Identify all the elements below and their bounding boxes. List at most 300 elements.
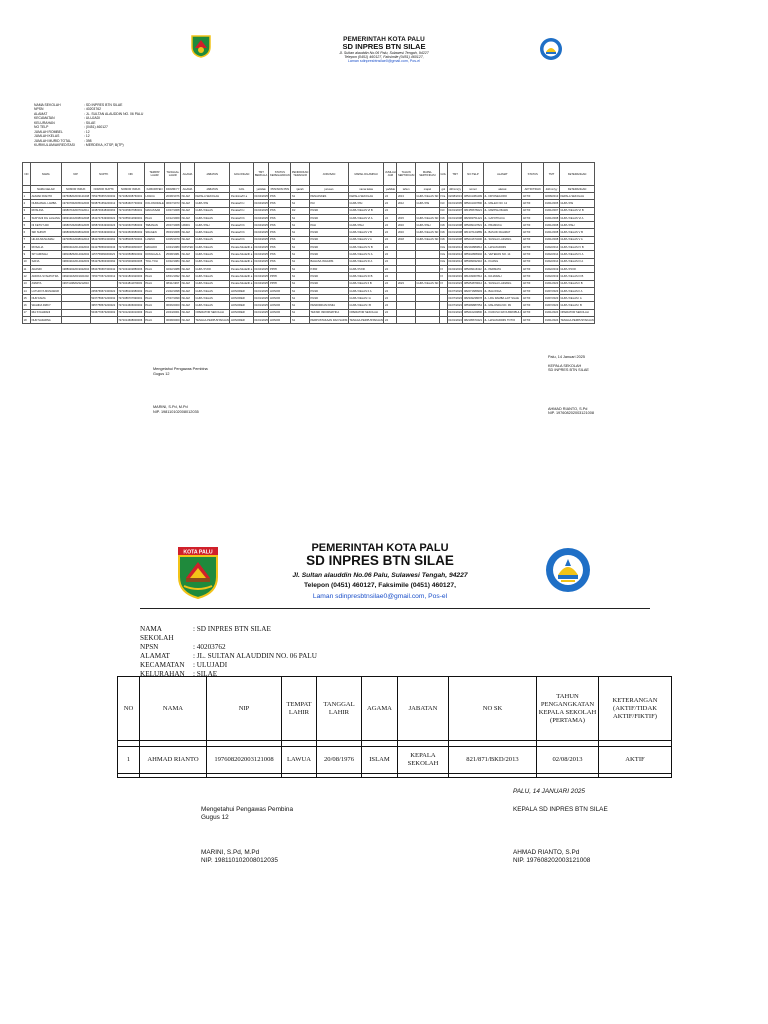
- mini-header-cell: NIP: [61, 163, 90, 186]
- mini-table-cell: 085299116322: [463, 265, 483, 272]
- mini-table-cell: JL. DIPONEGORO: [483, 193, 522, 200]
- mini-tag-cell: gol: [439, 186, 447, 193]
- mini-table-cell: PGSD: [309, 214, 348, 221]
- mini-table-cell: 05/03/1968: [165, 229, 181, 236]
- mini-table-cell: 082194880812: [463, 244, 483, 251]
- mini-table-cell: SAFIA: [31, 258, 62, 265]
- mini-table-cell: Penata Muda/III a: [230, 258, 253, 265]
- mini-table-cell: 06/06/2000: [165, 302, 181, 309]
- mini-table-cell: 7271086707990001: [117, 295, 144, 302]
- mini-table-row: [23, 244, 595, 251]
- mini-info-label: ALAMAT: [34, 111, 48, 116]
- mini-table-cell: GURU PJOK: [194, 265, 229, 272]
- mini-info-value: : 12: [84, 129, 90, 134]
- mini-table-cell: 7271021801920003: [117, 273, 144, 280]
- mini-table-row: [23, 236, 595, 243]
- mini-table-cell: [397, 251, 416, 258]
- mini-table-cell: 2356769671300022: [90, 287, 117, 294]
- mini-table-cell: GURU KELAS: [194, 244, 229, 251]
- mini-table-cell: 197307062005012006: [61, 200, 90, 207]
- right-sign-date: PALU, 14 JANUARI 2025: [513, 788, 585, 795]
- mini-table-cell: Penata Muda/III a: [230, 244, 253, 251]
- mini-table-cell: 7271026607680003: [117, 222, 144, 229]
- mini-table-cell: 10: [23, 258, 31, 265]
- mini-table-cell: 082271689903: [463, 287, 483, 294]
- table-header-cell: NAMA: [140, 677, 207, 741]
- mini-table-cell: HILDA MUSLIMAH: [31, 236, 62, 243]
- mini-table-cell: [397, 302, 416, 309]
- mini-table-cell: 12: [23, 273, 31, 280]
- mini-table-cell: HONOR: [269, 287, 291, 294]
- mini-left-sign-name: MARINI, S.Pd, M.Pd: [153, 405, 188, 410]
- mini-tag-cell: KABUPATEN: [144, 186, 165, 193]
- school-info-label: NPSN: [140, 642, 159, 651]
- mini-table-cell: III/c: [439, 207, 447, 214]
- right-sign-nip: NIP. 197608202003121008: [513, 857, 591, 864]
- mini-table-cell: 24: [384, 193, 397, 200]
- mini-table-cell: Penata Muda/III a: [230, 273, 253, 280]
- mini-info-label: JUMLAH ROMBEL: [34, 129, 63, 134]
- mini-table-cell: [439, 309, 447, 316]
- mini-table-cell: 26/07/1968: [165, 222, 181, 229]
- mini-table-cell: 17: [23, 309, 31, 316]
- table-header-cell: TEMPAT LAHIR: [282, 677, 317, 741]
- mini-table-cell: AKTIF: [522, 214, 544, 221]
- mini-info-value: : JL. SULTAN ALAUDDIN NO. 06 PALU: [84, 111, 144, 116]
- mini-table-row: [23, 222, 595, 229]
- mini-table-cell: JL. MAPPAH BAWA: [483, 207, 522, 214]
- mini-table-cell: KEPALA SEKOLAH: [348, 193, 383, 200]
- mini-info-label: KURIKULUM/AKREDITASI: [34, 143, 75, 148]
- mini-table-cell: GURU KELAS II A: [559, 287, 594, 294]
- mini-table-cell: 7271045607680001: [117, 207, 144, 214]
- mini-table-cell: 7271085005700004: [117, 236, 144, 243]
- mini-table-cell: JL. KURUSU RAYA BIROBULI: [483, 309, 522, 316]
- mini-right-sign-name: AHMAD RIANTO, S.Pd: [548, 406, 588, 411]
- mini-info-value: : 40203762: [84, 107, 101, 112]
- mini-table-cell: 01/04/2025: [253, 222, 269, 229]
- mini-tag-cell: tahun: [397, 186, 416, 193]
- mini-table-cell: 5038751652200012: [90, 200, 117, 207]
- mini-table-cell: S1: [291, 214, 310, 221]
- mini-table-cell: PALU: [144, 295, 165, 302]
- mini-table-cell: PALU: [144, 287, 165, 294]
- mini-table-cell: 24: [384, 236, 397, 243]
- mini-table-cell: 1542747649300022: [90, 214, 117, 221]
- mini-tag-cell: JABATAN: [194, 186, 229, 193]
- school-info-value: : ULUJADI: [193, 660, 228, 669]
- mini-table-row: [23, 207, 595, 214]
- mini-header-cell: TEMPAT LAHIR: [144, 163, 165, 186]
- mini-table-cell: [397, 265, 416, 272]
- mini-table-cell: AKTIF: [522, 222, 544, 229]
- mini-table-cell: S1: [291, 309, 310, 316]
- mini-table-cell: AKTIF: [522, 207, 544, 214]
- table-data-cell: 1: [118, 747, 140, 774]
- mini-table-cell: 24: [384, 229, 397, 236]
- mini-table-cell: 01/04/2025: [253, 273, 269, 280]
- mini-table-cell: GURU KELAS IV A: [559, 251, 594, 258]
- mini-table-cell: 7052756657200032: [90, 193, 117, 200]
- mini-table-cell: GURU KELAS II A: [348, 287, 383, 294]
- mini-header-cell: TANGGAL LAHIR: [165, 163, 181, 186]
- mini-table-cell: 01/01/2008: [544, 222, 560, 229]
- mini-table-cell: GURU KELAS: [194, 302, 229, 309]
- mini-table-cell: 01/01/2025: [253, 287, 269, 294]
- mini-table-cell: PNS: [269, 244, 291, 251]
- mini-table-cell: Penata/III c: [230, 207, 253, 214]
- mini-header-cell: MAPEL SERTIFIKASI: [415, 163, 439, 186]
- mini-tag-cell: nomor: [463, 186, 483, 193]
- school-info: [140, 625, 317, 678]
- mini-table-cell: KEPALA SEKOLAH: [194, 193, 229, 200]
- mini-phone: Telepon (0451) 460127, Faksimile (0451) 460127,: [344, 55, 424, 60]
- mini-table-cell: 01/01/2025: [253, 317, 269, 324]
- mini-table-cell: [397, 244, 416, 251]
- mini-table-cell: GURU PAH: [348, 222, 383, 229]
- mini-table-cell: 3957758672200022: [90, 302, 117, 309]
- mini-table-cell: 18: [23, 317, 31, 324]
- mini-table-cell: 01/01/2008: [447, 214, 463, 221]
- mini-letterhead: [0, 36, 768, 64]
- mini-table-cell: ANDIKA SYAHPUTRA: [31, 273, 62, 280]
- mini-table-cell: PGSD: [309, 229, 348, 236]
- mini-table-cell: AKTIF: [522, 200, 544, 207]
- mini-table-cell: GURU KELAS: [194, 214, 229, 221]
- mini-info-label: NPSN: [34, 107, 44, 112]
- mini-tag-cell: alamat: [483, 186, 522, 193]
- table-header-cell: TAHUN PENGANGKATAN KEPALA SEKOLAH (PERTAMA): [537, 677, 599, 741]
- mini-table-cell: D2: [291, 207, 310, 214]
- table-data-cell: 20/08/1976: [317, 747, 362, 774]
- mini-header-cell: ALAMAT: [483, 163, 522, 186]
- mini-table-cell: 13: [23, 280, 31, 287]
- mini-table-cell: 01/07/2023: [544, 287, 560, 294]
- mini-table-cell: 01/02/2014: [544, 244, 560, 251]
- mini-table-cell: SRAGEN: [144, 229, 165, 236]
- mini-table-row: [23, 273, 595, 280]
- mini-table-cell: 7271024503680002: [117, 229, 144, 236]
- school-info-label: KECAMATAN: [140, 660, 185, 669]
- mini-staff-table: [22, 162, 595, 324]
- mini-table-cell: [415, 207, 439, 214]
- mini-table-cell: [397, 309, 416, 316]
- mini-table-cell: III/a: [439, 244, 447, 251]
- mini-right-sign-nip: NIP. 197608202003121008: [548, 411, 594, 416]
- mini-table-cell: PGSD: [309, 236, 348, 243]
- mini-info-value: : 12: [84, 134, 90, 139]
- mini-table-cell: Penata/III b: [230, 229, 253, 236]
- table-header-cell: NO SK: [449, 677, 537, 741]
- letterhead-email-link[interactable]: Laman sdinpresbtnsilae0@gmail.com, Pos-el: [312, 593, 448, 600]
- mini-table-cell: [415, 302, 439, 309]
- mini-table-cell: NUR SAFARNA: [31, 317, 62, 324]
- mini-table-cell: GURU KELAS I A: [559, 295, 594, 302]
- mini-table-cell: 7271034202880006: [117, 265, 144, 272]
- mini-table-cell: PALU: [144, 265, 165, 272]
- mini-table-cell: GURU PJOK: [348, 265, 383, 272]
- mini-table-cell: S1: [291, 265, 310, 272]
- mini-info-label: JUMLAH MURID TOTAL: [34, 138, 72, 143]
- mini-table-cell: GURU KELAS IV B: [348, 244, 383, 251]
- mini-table-cell: 01/07/2023: [544, 295, 560, 302]
- mini-table-cell: ISLAM: [181, 193, 195, 200]
- mini-table-cell: ANASRI: [31, 265, 62, 272]
- mini-table-cell: 085299417821: [463, 222, 483, 229]
- mini-table-cell: 18/01/1992: [165, 273, 181, 280]
- mini-table-cell: PNS: [269, 200, 291, 207]
- mini-table-cell: AKTIF: [522, 265, 544, 272]
- mini-table-cell: GURU PAI: [559, 200, 594, 207]
- mini-table-cell: HONORER: [230, 309, 253, 316]
- mini-table-cell: 01/04/2025: [253, 258, 269, 265]
- mini-table-cell: [439, 287, 447, 294]
- mini-table-row: [23, 258, 595, 265]
- mini-table-cell: 01/01/2005: [447, 200, 463, 207]
- mini-table-cell: 06/08/2000: [165, 317, 181, 324]
- mini-right-sign-line2: SD INPRES BTN SILAE: [548, 368, 589, 373]
- mini-table-cell: JL. HASANUDDIN: [483, 244, 522, 251]
- mini-table-cell: Penata/III b: [230, 222, 253, 229]
- mini-table-cell: 1048746648300063: [90, 207, 117, 214]
- mini-table-cell: 01/02/2019: [447, 265, 463, 272]
- mini-table-cell: 25/08/1981: [165, 251, 181, 258]
- mini-school-info: [34, 103, 143, 148]
- mini-table-cell: PNS: [269, 207, 291, 214]
- mini-table-cell: GURU KELAS II B: [559, 280, 594, 287]
- mini-table-cell: SURYANI DG LAGANG: [31, 214, 62, 221]
- mini-table-cell: 10/02/1984: [165, 258, 181, 265]
- table-data-cell: AKTIF: [599, 747, 672, 774]
- mini-table-cell: GURU PAH: [194, 222, 229, 229]
- mini-table-cell: III/a: [439, 251, 447, 258]
- mini-table-cell: 24: [384, 258, 397, 265]
- mini-table-cell: 8: [23, 244, 31, 251]
- mini-table-cell: JL. SUNGAI LARIANG: [483, 236, 522, 243]
- mini-table-cell: Penata Muda/III a: [230, 251, 253, 258]
- mini-table-cell: 06/07/1973: [165, 200, 181, 207]
- mini-table-cell: ISLAM: [181, 317, 195, 324]
- mini-table-cell: III/b: [439, 214, 447, 221]
- school-info-value: : JL. SULTAN ALAUDDIN NO. 06 PALU: [193, 651, 317, 660]
- mini-info-label: NO TELP: [34, 125, 49, 130]
- mini-table-cell: AKTIF: [522, 244, 544, 251]
- mini-table-cell: 1157759660300023: [90, 251, 117, 258]
- mini-tag-cell: NOMOR INDUK: [117, 186, 144, 193]
- mini-table-cell: NURHAMAL LAMBA: [31, 200, 62, 207]
- mini-table-cell: PNS: [269, 251, 291, 258]
- mini-table-cell: JL. RAJAWALI: [483, 273, 522, 280]
- mini-table-cell: [415, 258, 439, 265]
- mini-right-signature: [548, 355, 594, 416]
- mini-table-cell: 01/01/2024: [544, 309, 560, 316]
- mini-title-2: SD INPRES BTN SILAE: [342, 42, 426, 51]
- mini-table-cell: OPERATOR SEKOLAH: [194, 309, 229, 316]
- mini-left-sign-line1: Mengetahui Pengawas Pembina: [153, 367, 208, 371]
- mini-table-cell: 9: [23, 251, 31, 258]
- mini-table-cell: 01/02/2014: [447, 258, 463, 265]
- mini-table-cell: 198402102014022003: [61, 258, 90, 265]
- mini-table-cell: 01/01/2008: [544, 236, 560, 243]
- mini-header-cell: JURUSAN: [309, 163, 348, 186]
- mini-table-cell: 2: [23, 200, 31, 207]
- mini-table-cell: 01/01/2007: [544, 207, 560, 214]
- mini-tag-cell: KETERANGAN: [559, 186, 594, 193]
- mini-table-cell: 15: [23, 295, 31, 302]
- mini-table-cell: TENAGA PERPUSTAKAAN: [348, 317, 383, 324]
- table-data-cell: KEPALA SEKOLAH: [398, 747, 449, 774]
- mini-table-cell: 24: [384, 251, 397, 258]
- mini-table-cell: S1: [291, 280, 310, 287]
- mini-table-cell: 7271055012690001: [117, 214, 144, 221]
- mini-left-sign-line2: Gugus 12: [153, 371, 170, 376]
- mini-table-cell: IX: [439, 280, 447, 287]
- mini-table-row: [23, 193, 595, 200]
- mini-tag-cell: AGAMA: [181, 186, 195, 193]
- mini-table-row: [23, 287, 595, 294]
- mini-header-cell: TAHUN SERTIFIKASI: [397, 163, 416, 186]
- table-header-cell: NO: [118, 677, 140, 741]
- mini-table-cell: 7271012204010003: [117, 309, 144, 316]
- mini-table-cell: 24: [384, 273, 397, 280]
- mini-table-cell: [61, 287, 90, 294]
- mini-table-cell: ISLAM: [181, 200, 195, 207]
- mini-table-cell: [397, 207, 416, 214]
- letterhead-divider: [140, 608, 650, 609]
- mini-table-cell: ASMITA: [31, 280, 62, 287]
- mini-tag-cell: PNS/NON PNS: [270, 187, 290, 191]
- school-info-row: [140, 652, 317, 661]
- mini-table-cell: Penata Muda/III a: [230, 265, 253, 272]
- mini-table-cell: JL. MALEO NO. 12: [483, 200, 522, 207]
- mini-table-cell: ISLAM: [181, 207, 195, 214]
- mini-table-cell: 01/02/2014: [544, 251, 560, 258]
- mini-table-row: [23, 214, 595, 221]
- mini-header-cell: NUPTK: [90, 163, 117, 186]
- mini-table-cell: HINDU: [181, 222, 195, 229]
- mini-table-cell: ISLAM: [181, 236, 195, 243]
- mini-table-cell: [61, 317, 90, 324]
- mini-tag-cell: jurusan: [309, 186, 348, 193]
- mini-table-cell: GURU PAI: [415, 200, 439, 207]
- mini-table-cell: 3058746649300023: [90, 222, 117, 229]
- school-info-value: : 40203762: [193, 642, 226, 651]
- mini-table-cell: [90, 317, 117, 324]
- mini-table-cell: 198004102014022004: [61, 244, 90, 251]
- mini-table-cell: JL. VETERAN NO. 14: [483, 251, 522, 258]
- mini-table-cell: III/b: [439, 229, 447, 236]
- mini-table-cell: GURU KELAS V B: [559, 229, 594, 236]
- mini-table-cell: 01/01/2023: [544, 280, 560, 287]
- mini-table-cell: 7271015002840005: [117, 258, 144, 265]
- mini-table-cell: 01/02/2014: [447, 244, 463, 251]
- mini-table-cell: TABANAN: [144, 222, 165, 229]
- mini-table-cell: 01/02/2019: [544, 273, 560, 280]
- mini-header-cell: JABATAN: [194, 163, 229, 186]
- mini-table-cell: 01/01/2005: [544, 200, 560, 207]
- mini-table-cell: PALU: [144, 214, 165, 221]
- mini-table-cell: GURU KELAS I B: [559, 302, 594, 309]
- mini-table-cell: 01/07/2023: [544, 302, 560, 309]
- mini-table-cell: ISLAM: [181, 302, 195, 309]
- mini-table-cell: GURU PAI: [194, 200, 229, 207]
- mini-table-cell: GURU KELAS V A: [559, 236, 594, 243]
- mini-table-cell: GURU KELAS II B: [348, 280, 383, 287]
- mini-table-cell: ISLAM: [181, 287, 195, 294]
- mini-table-cell: LUWUK: [144, 236, 165, 243]
- right-sign-title: KEPALA SD INPRES BTN SILAE: [513, 806, 608, 813]
- table-header-cell: JABATAN: [398, 677, 449, 741]
- mini-table-cell: [415, 251, 439, 258]
- mini-header-cell: AGAMA: [181, 163, 195, 186]
- mini-table-cell: IV/a: [439, 193, 447, 200]
- mini-table-cell: 24: [384, 309, 397, 316]
- mini-table-cell: 10/12/1969: [165, 214, 181, 221]
- table-data-cell: LAWUA: [282, 747, 317, 774]
- mini-tag-cell: ya/tidak: [385, 187, 395, 191]
- mini-table-cell: 01/01/2025: [253, 309, 269, 316]
- mini-table-cell: PGSD: [309, 287, 348, 294]
- mini-table-cell: 27/07/1999: [165, 295, 181, 302]
- mini-table-cell: ISLAM: [181, 309, 195, 316]
- mini-table-cell: TENAGA PERPUSTAKAAN: [194, 317, 229, 324]
- mini-table-cell: JL. BALONGA: [483, 287, 522, 294]
- mini-table-cell: S1: [291, 317, 310, 324]
- mini-table-cell: 085210229800: [463, 309, 483, 316]
- mini-table-cell: 5436770673200002: [90, 309, 117, 316]
- mini-table-cell: GURU KELAS SD: [415, 193, 439, 200]
- mini-right-sign-date: Palu, 14 Januari 2025: [548, 355, 585, 359]
- mini-table-cell: Penata/III c: [230, 200, 253, 207]
- mini-tag-cell: NAMA GELAR: [31, 186, 62, 193]
- school-info-row: [140, 661, 317, 670]
- mini-info-value: : SILAE: [84, 120, 96, 125]
- mini-table-row: [23, 317, 595, 324]
- mini-table-cell: 02/08/2013: [447, 193, 463, 200]
- mini-table-cell: 1: [23, 193, 31, 200]
- mini-table-cell: IX: [439, 265, 447, 272]
- mini-table-cell: 01/01/2025: [253, 295, 269, 302]
- mini-table-cell: 24: [384, 295, 397, 302]
- mini-table-cell: 085241384499: [463, 193, 483, 200]
- mini-table-cell: [61, 302, 90, 309]
- mini-table-cell: S1: [291, 258, 310, 265]
- mini-table-cell: 14: [23, 287, 31, 294]
- mini-header-cell: KETERANGAN: [559, 163, 594, 186]
- mini-table-cell: 01/01/2023: [447, 280, 463, 287]
- mini-table-cell: HONORER: [230, 317, 253, 324]
- mini-table-cell: [61, 309, 90, 316]
- mini-table-cell: 2015: [397, 214, 416, 221]
- right-signature-top: [513, 788, 608, 814]
- mini-table-cell: 24: [384, 265, 397, 272]
- mini-table-cell: GURU KELAS IV B: [559, 244, 594, 251]
- mini-table-cell: 01/04/2025: [253, 207, 269, 214]
- mini-table-cell: PERPUSTAKAAN DAN SAINS: [309, 317, 348, 324]
- mini-header-cell: STATUS KEPEGAWAIAN: [269, 163, 291, 186]
- mini-table-cell: 7271082008760001: [117, 193, 144, 200]
- mini-table-cell: S1: [291, 193, 310, 200]
- mini-table-cell: PNS: [269, 236, 291, 243]
- school-info-label: KELURAHAN: [140, 669, 185, 678]
- mini-table-cell: ISLAM: [181, 214, 195, 221]
- mini-table-cell: ISLAM: [181, 295, 195, 302]
- mini-table-cell: HONORER: [230, 302, 253, 309]
- mini-table-cell: PALU: [144, 309, 165, 316]
- letterhead: [230, 542, 530, 603]
- mini-table-cell: AKTIF: [522, 251, 544, 258]
- mini-table-cell: 02/02/1988: [165, 265, 181, 272]
